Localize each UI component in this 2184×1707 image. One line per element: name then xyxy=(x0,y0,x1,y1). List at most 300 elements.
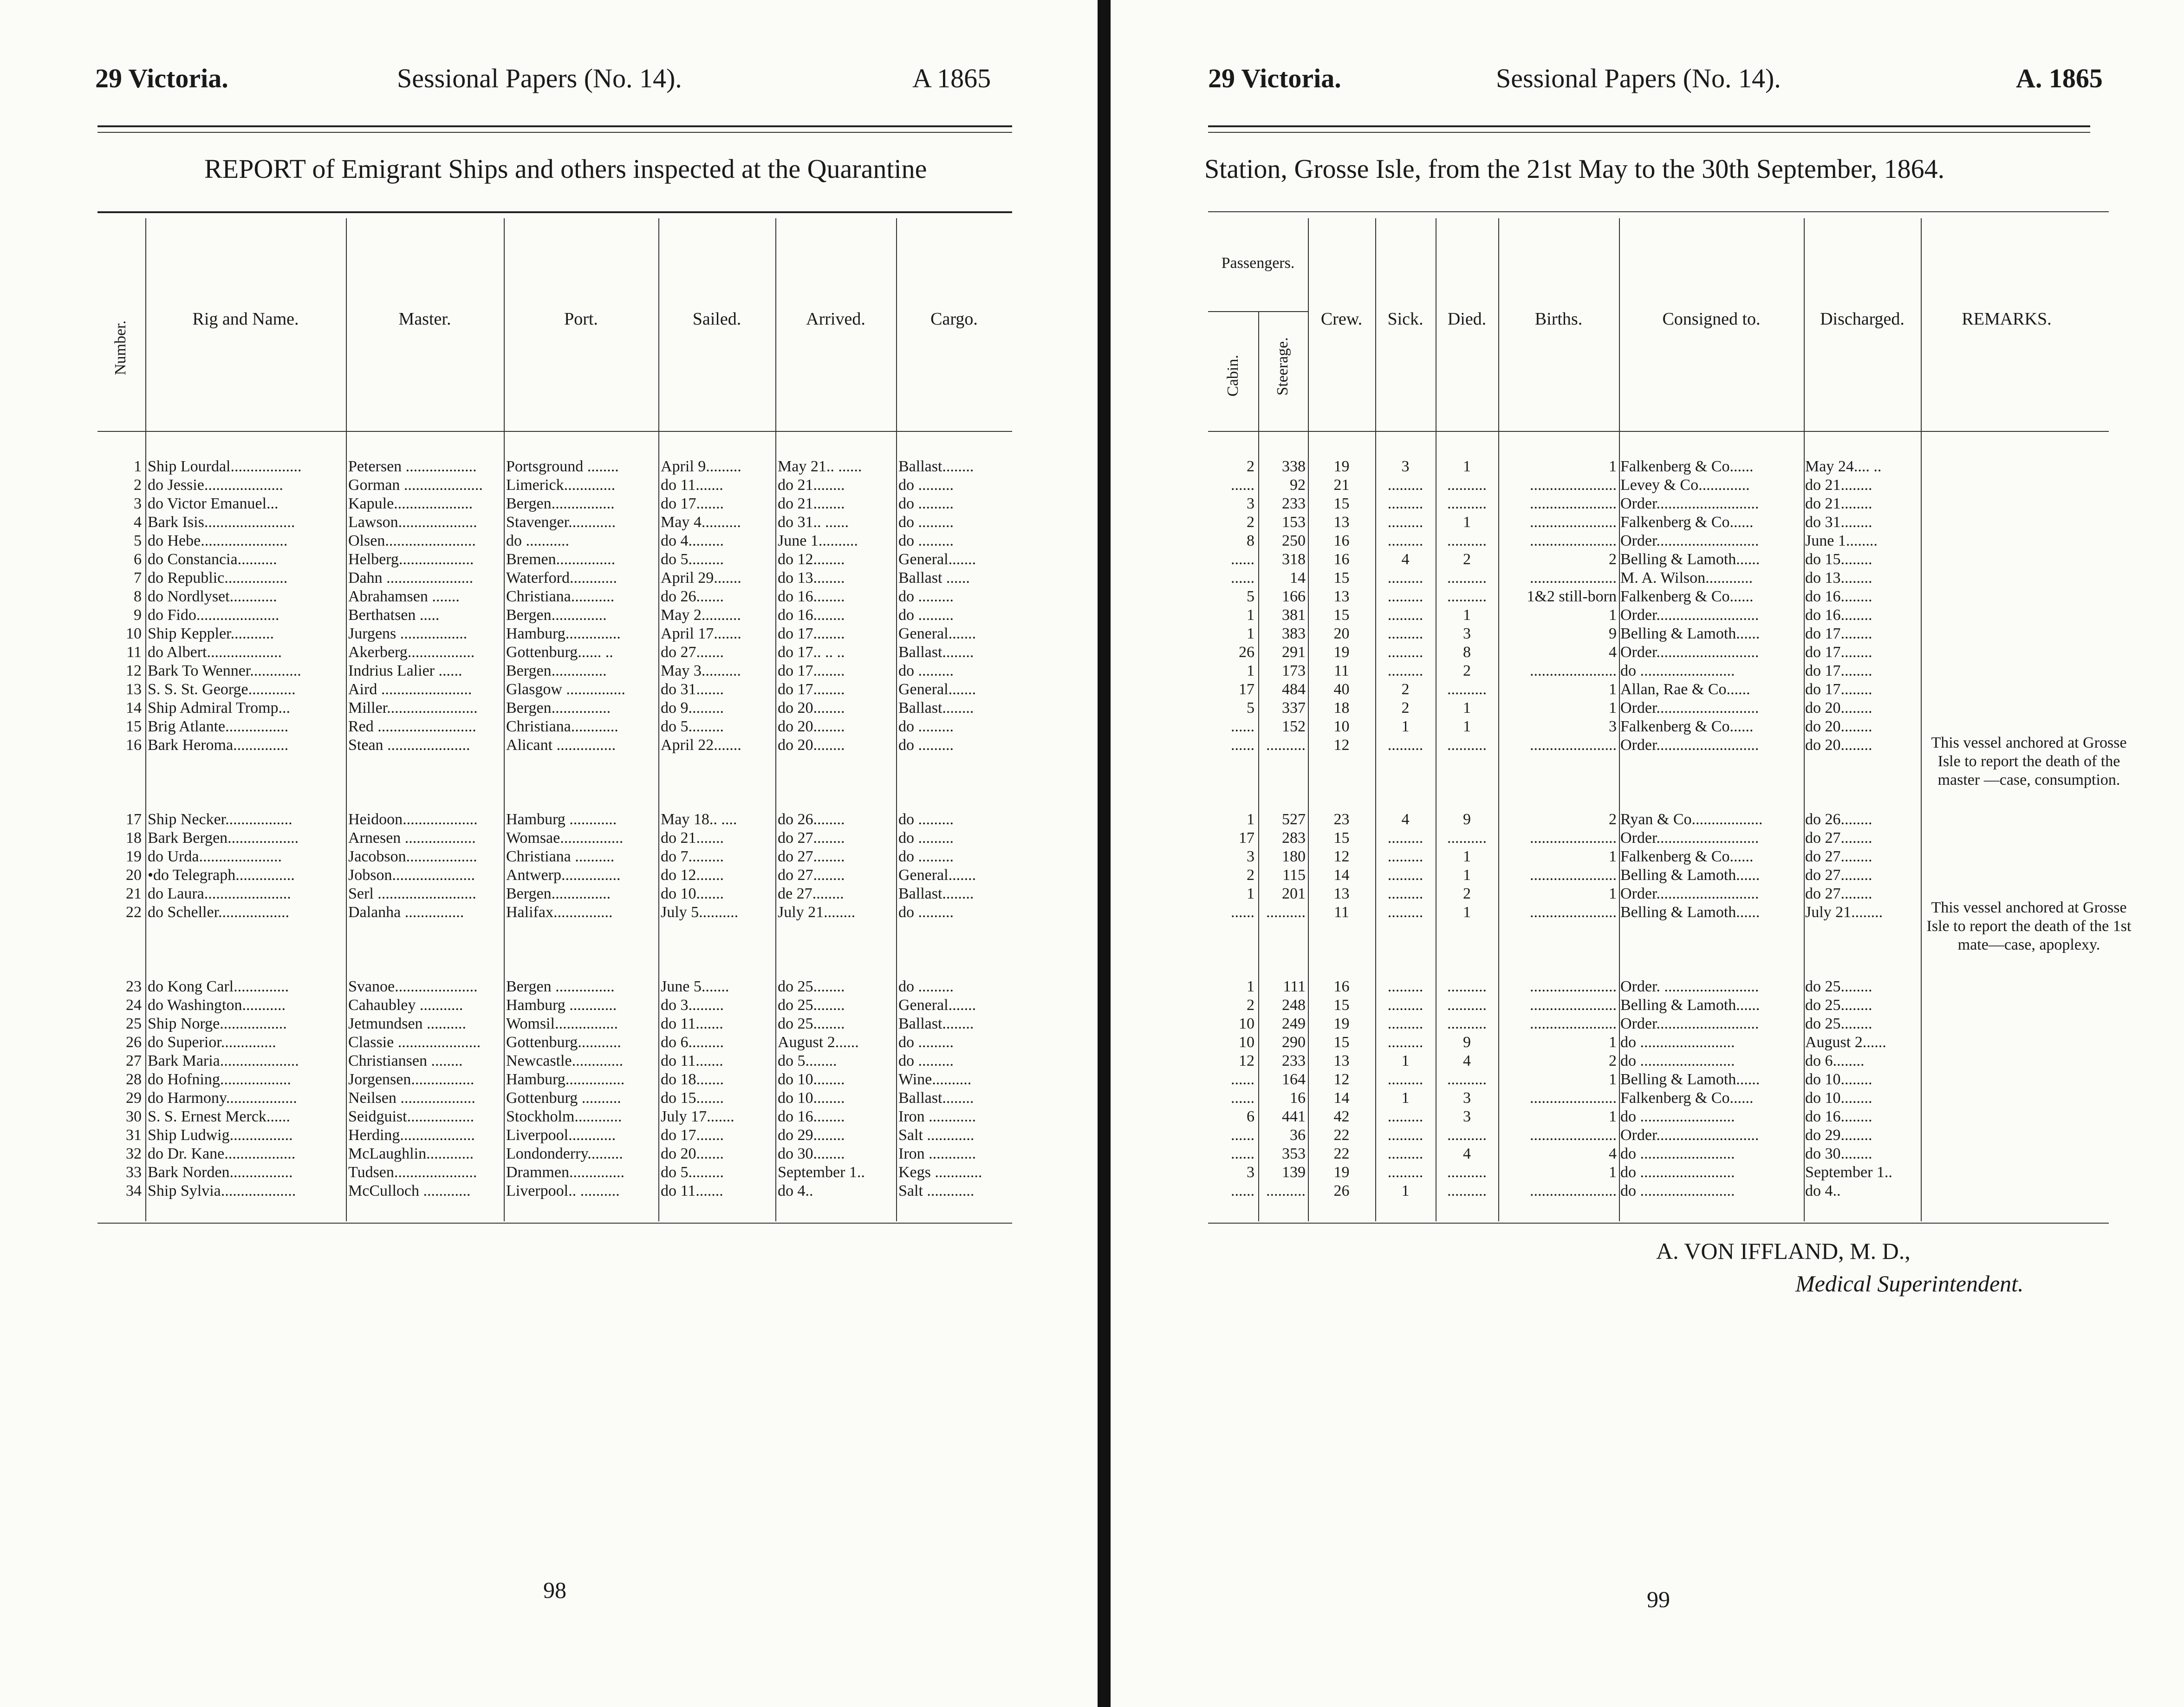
ship-number: 13 xyxy=(126,681,142,698)
table-row xyxy=(0,457,2184,476)
master-name: Petersen .................. xyxy=(348,458,477,475)
left-page-number: 98 xyxy=(543,1577,566,1603)
ship-number: 3 xyxy=(134,495,142,512)
master-name: Indrius Lalier ...... xyxy=(348,662,462,679)
died-count: 4 xyxy=(1463,1145,1471,1162)
port-name: do ........... xyxy=(506,532,569,549)
left-header-session: 29 Victoria. xyxy=(95,63,228,93)
col-header-passengers: Passengers. xyxy=(1221,254,1295,272)
sailed-date: April 17....... xyxy=(661,625,741,642)
port-name: Liverpool.. .......... xyxy=(506,1182,620,1199)
arrived-date: do 16........ xyxy=(778,1108,845,1125)
port-name: Alicant ............... xyxy=(506,736,616,754)
cargo-type: Ballast........ xyxy=(898,458,974,475)
cabin-passengers: 2 xyxy=(1247,997,1254,1014)
col-header-port: Port. xyxy=(564,309,598,329)
cargo-type: Ballast........ xyxy=(898,1089,974,1107)
rig-and-name: Brig Atlante................ xyxy=(148,718,289,735)
table-row xyxy=(0,587,2184,606)
sailed-date: do 9......... xyxy=(661,699,724,717)
discharged-date: May 24.... .. xyxy=(1805,458,1882,475)
died-count: 2 xyxy=(1463,662,1471,679)
discharged-date: do 29........ xyxy=(1805,1127,1872,1144)
discharged-date: do 21........ xyxy=(1805,476,1872,494)
births-count: ...................... xyxy=(1530,569,1617,586)
cargo-type: do ......... xyxy=(898,1034,954,1051)
rig-and-name: do Scheller.................. xyxy=(148,904,290,921)
crew-count: 12 xyxy=(1333,1071,1350,1088)
crew-count: 20 xyxy=(1333,625,1350,642)
sailed-date: do 5......... xyxy=(661,718,724,735)
table-row xyxy=(0,662,2184,680)
births-count: 1 xyxy=(1609,848,1617,865)
discharged-date: do 25........ xyxy=(1805,978,1872,995)
arrived-date: do 21........ xyxy=(778,476,845,494)
steerage-passengers: 527 xyxy=(1282,811,1306,828)
sailed-date: April 29....... xyxy=(661,569,741,586)
col-header-discharged: Discharged. xyxy=(1820,309,1904,329)
births-count: 1&2 still-born xyxy=(1527,588,1617,605)
died-count: 9 xyxy=(1463,1034,1471,1051)
port-name: Hamburg ............ xyxy=(506,997,617,1014)
discharged-date: do 21........ xyxy=(1805,495,1872,512)
steerage-passengers: 291 xyxy=(1282,644,1306,661)
col-header-number: Number. xyxy=(112,320,129,376)
ship-number: 16 xyxy=(126,736,142,754)
sailed-date: do 27....... xyxy=(661,644,724,661)
discharged-date: June 1........ xyxy=(1805,532,1878,549)
ship-number: 18 xyxy=(126,829,142,847)
sick-count: ......... xyxy=(1387,904,1424,921)
steerage-passengers: 201 xyxy=(1282,885,1306,902)
col-header-remarks: REMARKS. xyxy=(1962,309,2052,329)
port-name: Christiana .......... xyxy=(506,848,615,865)
arrived-date: do 26........ xyxy=(778,811,845,828)
steerage-passengers: 14 xyxy=(1290,569,1306,586)
arrived-date: August 2...... xyxy=(778,1034,859,1051)
cabin-passengers: 17 xyxy=(1239,681,1254,698)
cabin-passengers: 2 xyxy=(1247,514,1254,531)
port-name: Halifax............... xyxy=(506,904,613,921)
discharged-date: do 26........ xyxy=(1805,811,1872,828)
cargo-type: do ......... xyxy=(898,1052,954,1069)
sailed-date: do 6......... xyxy=(661,1034,724,1051)
table-row xyxy=(0,625,2184,643)
sick-count: ......... xyxy=(1387,1127,1424,1144)
rig-and-name: Ship Ludwig................ xyxy=(148,1127,293,1144)
steerage-passengers: 111 xyxy=(1283,978,1306,995)
sailed-date: July 17....... xyxy=(661,1108,734,1125)
ship-number: 20 xyxy=(126,867,142,884)
col-header-crew: Crew. xyxy=(1320,309,1363,329)
cargo-type: Kegs ............ xyxy=(898,1164,982,1181)
cabin-passengers: ...... xyxy=(1231,736,1254,754)
cabin-passengers: 2 xyxy=(1247,867,1254,884)
rig-and-name: S. S. Ernest Merck...... xyxy=(148,1108,290,1125)
discharged-date: do 27........ xyxy=(1805,867,1872,884)
rig-and-name: Ship Lourdal.................. xyxy=(148,458,302,475)
consigned-to: Belling & Lamoth...... xyxy=(1620,997,1760,1014)
sailed-date: do 11....... xyxy=(661,1182,723,1199)
cargo-type: Ballast........ xyxy=(898,885,974,902)
sailed-date: do 17....... xyxy=(661,495,724,512)
master-name: Akerberg................. xyxy=(348,644,475,661)
died-count: 1 xyxy=(1463,606,1471,624)
cargo-type: Iron ............ xyxy=(898,1145,976,1162)
steerage-passengers: 338 xyxy=(1282,458,1306,475)
col-header-cargo: Cargo. xyxy=(930,309,978,329)
arrived-date: July 21........ xyxy=(778,904,856,921)
arrived-date: do 12........ xyxy=(778,551,845,568)
births-count: ...................... xyxy=(1530,514,1617,531)
discharged-date: do 27........ xyxy=(1805,848,1872,865)
port-name: Bremen............... xyxy=(506,551,616,568)
consigned-to: Ryan & Co.................. xyxy=(1620,811,1763,828)
crew-count: 12 xyxy=(1333,848,1350,865)
discharged-date: do 10........ xyxy=(1805,1071,1872,1088)
crew-count: 18 xyxy=(1333,699,1350,717)
steerage-passengers: 353 xyxy=(1282,1145,1306,1162)
died-count: .......... xyxy=(1447,829,1487,847)
arrived-date: do 10........ xyxy=(778,1071,845,1088)
cargo-type: do ......... xyxy=(898,811,954,828)
consigned-to: Order.......................... xyxy=(1620,644,1759,661)
sick-count: ......... xyxy=(1387,1164,1424,1181)
discharged-date: do 17........ xyxy=(1805,681,1872,698)
cabin-passengers: 1 xyxy=(1247,662,1254,679)
crew-count: 19 xyxy=(1333,1015,1350,1032)
births-count: ...................... xyxy=(1530,1127,1617,1144)
sick-count: ......... xyxy=(1387,867,1424,884)
cargo-type: General....... xyxy=(898,867,976,884)
arrived-date: do 5........ xyxy=(778,1052,837,1069)
sailed-date: do 15....... xyxy=(661,1089,724,1107)
master-name: Jobson..................... xyxy=(348,867,475,884)
cargo-type: General....... xyxy=(898,625,976,642)
table-row xyxy=(0,476,2184,495)
port-name: Bergen ............... xyxy=(506,978,615,995)
cabin-passengers: 1 xyxy=(1247,606,1254,624)
sailed-date: do 4......... xyxy=(661,532,724,549)
steerage-passengers: 173 xyxy=(1282,662,1306,679)
crew-count: 10 xyxy=(1333,718,1350,735)
table-row xyxy=(0,680,2184,699)
left-header-year: A 1865 xyxy=(912,63,991,93)
births-count: ...................... xyxy=(1530,1182,1617,1199)
ship-number: 12 xyxy=(126,662,142,679)
master-name: Aird ....................... xyxy=(348,681,472,698)
ship-number: 21 xyxy=(126,885,142,902)
port-name: Bergen.............. xyxy=(506,662,607,679)
consigned-to: Order.......................... xyxy=(1620,885,1759,902)
steerage-passengers: .......... xyxy=(1266,736,1306,754)
steerage-passengers: 115 xyxy=(1282,867,1306,884)
crew-count: 15 xyxy=(1333,495,1350,512)
sick-count: 1 xyxy=(1401,1182,1410,1199)
sailed-date: do 11....... xyxy=(661,476,723,494)
discharged-date: do 16........ xyxy=(1805,1108,1872,1125)
ship-number: 1 xyxy=(134,458,142,475)
ship-number: 9 xyxy=(134,606,142,624)
left-report-title: REPORT of Emigrant Ships and others inspected at the Quarantine xyxy=(204,154,927,184)
consigned-to: Order.......................... xyxy=(1620,532,1759,549)
master-name: Heidoon................... xyxy=(348,811,478,828)
rig-and-name: Bark Isis....................... xyxy=(148,514,295,531)
master-name: Berthatsen ..... xyxy=(348,606,440,624)
cargo-type: do ......... xyxy=(898,904,954,921)
sick-count: ......... xyxy=(1387,829,1424,847)
master-name: Serl ......................... xyxy=(348,885,476,902)
ship-number: 33 xyxy=(126,1164,142,1181)
births-count: ...................... xyxy=(1530,867,1617,884)
births-count: 1 xyxy=(1609,606,1617,624)
births-count: ...................... xyxy=(1530,476,1617,494)
sick-count: ......... xyxy=(1387,588,1424,605)
cabin-passengers: 12 xyxy=(1239,1052,1254,1069)
births-count: ...................... xyxy=(1530,978,1617,995)
died-count: .......... xyxy=(1447,495,1487,512)
rig-and-name: do Constancia.......... xyxy=(148,551,277,568)
sailed-date: May 4.......... xyxy=(661,514,741,531)
steerage-passengers: 233 xyxy=(1282,495,1306,512)
crew-count: 19 xyxy=(1333,644,1350,661)
cargo-type: General....... xyxy=(898,997,976,1014)
crew-count: 15 xyxy=(1333,997,1350,1014)
master-name: Gorman .................... xyxy=(348,476,483,494)
discharged-date: July 21........ xyxy=(1805,904,1883,921)
rig-and-name: do Kong Carl.............. xyxy=(148,978,289,995)
col-header-steerage: Steerage. xyxy=(1274,337,1291,396)
sailed-date: do 20....... xyxy=(661,1145,724,1162)
sailed-date: do 26....... xyxy=(661,588,724,605)
consigned-to: Order.......................... xyxy=(1620,1015,1759,1032)
cabin-passengers: ...... xyxy=(1231,1182,1254,1199)
col-header-sailed: Sailed. xyxy=(692,309,741,329)
consigned-to: do ........................ xyxy=(1620,1052,1735,1069)
consigned-to: Falkenberg & Co...... xyxy=(1620,718,1754,735)
births-count: ...................... xyxy=(1530,1015,1617,1032)
died-count: .......... xyxy=(1447,476,1487,494)
cabin-passengers: ...... xyxy=(1231,1145,1254,1162)
births-count: 1 xyxy=(1609,1071,1617,1088)
consigned-to: Belling & Lamoth...... xyxy=(1620,867,1760,884)
port-name: Londonderry......... xyxy=(506,1145,623,1162)
births-count: 1 xyxy=(1609,699,1617,717)
arrived-date: de 27........ xyxy=(778,885,844,902)
steerage-passengers: 318 xyxy=(1282,551,1306,568)
cabin-passengers: 10 xyxy=(1239,1015,1254,1032)
sailed-date: do 12....... xyxy=(661,867,724,884)
port-name: Hamburg............... xyxy=(506,1071,625,1088)
right-header-session: 29 Victoria. xyxy=(1208,63,1341,93)
crew-count: 11 xyxy=(1334,662,1349,679)
died-count: 1 xyxy=(1463,867,1471,884)
port-name: Gottenburg .......... xyxy=(506,1089,621,1107)
rig-and-name: Bark Norden................ xyxy=(148,1164,293,1181)
consigned-to: do ........................ xyxy=(1620,1034,1735,1051)
births-count: 3 xyxy=(1609,718,1617,735)
births-count: 1 xyxy=(1609,885,1617,902)
births-count: ...................... xyxy=(1530,829,1617,847)
sailed-date: do 17....... xyxy=(661,1127,724,1144)
discharged-date: do 27........ xyxy=(1805,885,1872,902)
table-row xyxy=(0,736,2184,755)
cargo-type: do ......... xyxy=(898,736,954,754)
births-count: ...................... xyxy=(1530,736,1617,754)
sailed-date: do 3......... xyxy=(661,997,724,1014)
sailed-date: do 11....... xyxy=(661,1015,723,1032)
left-header-papers: Sessional Papers (No. 14). xyxy=(397,63,682,93)
master-name: Christiansen ........ xyxy=(348,1052,463,1069)
discharged-date: do 20........ xyxy=(1805,718,1872,735)
rig-and-name: S. S. St. George............ xyxy=(148,681,296,698)
births-count: 1 xyxy=(1609,681,1617,698)
cargo-type: General....... xyxy=(898,681,976,698)
steerage-passengers: 283 xyxy=(1282,829,1306,847)
port-name: Womsae................ xyxy=(506,829,624,847)
died-count: 1 xyxy=(1463,514,1471,531)
consigned-to: Allan, Rae & Co...... xyxy=(1620,681,1750,698)
sick-count: 2 xyxy=(1401,699,1410,717)
rig-and-name: do Dr. Kane.................. xyxy=(148,1145,296,1162)
cabin-passengers: ...... xyxy=(1231,904,1254,921)
cargo-type: Ballast ...... xyxy=(898,569,970,586)
died-count: .......... xyxy=(1447,736,1487,754)
cabin-passengers: 5 xyxy=(1247,699,1254,717)
rig-and-name: Ship Norge................. xyxy=(148,1015,287,1032)
arrived-date: do 17........ xyxy=(778,681,845,698)
ship-number: 8 xyxy=(134,588,142,605)
crew-count: 15 xyxy=(1333,1034,1350,1051)
sailed-date: do 5......... xyxy=(661,551,724,568)
port-name: Bergen............... xyxy=(506,699,611,717)
rig-and-name: Ship Necker................. xyxy=(148,811,292,828)
master-name: Neilsen ................... xyxy=(348,1089,475,1107)
col-header-died: Died. xyxy=(1447,309,1487,329)
sick-count: ......... xyxy=(1387,606,1424,624)
steerage-passengers: 381 xyxy=(1282,606,1306,624)
sick-count: ......... xyxy=(1387,644,1424,661)
consigned-to: do ........................ xyxy=(1620,1145,1735,1162)
ship-number: 24 xyxy=(126,997,142,1014)
remark-master-death: This vessel anchored at Grosse Isle to report the death of the master —case, consumption. xyxy=(1931,734,2127,788)
births-count: 1 xyxy=(1609,458,1617,475)
consigned-to: Belling & Lamoth...... xyxy=(1620,551,1760,568)
rig-and-name: do Hofning.................. xyxy=(148,1071,291,1088)
master-name: Seidguist................. xyxy=(348,1108,474,1125)
steerage-passengers: 166 xyxy=(1282,588,1306,605)
discharged-date: do 25........ xyxy=(1805,997,1872,1014)
births-count: 1 xyxy=(1609,1034,1617,1051)
port-name: Newcastle............. xyxy=(506,1052,624,1069)
port-name: Glasgow ............... xyxy=(506,681,625,698)
rig-and-name: Bark To Wenner............. xyxy=(148,662,301,679)
crew-count: 15 xyxy=(1333,569,1350,586)
crew-count: 40 xyxy=(1333,681,1350,698)
sailed-date: do 7......... xyxy=(661,848,724,865)
died-count: 1 xyxy=(1463,699,1471,717)
consigned-to: Falkenberg & Co...... xyxy=(1620,848,1754,865)
rig-and-name: do Laura...................... xyxy=(148,885,291,902)
discharged-date: do 15........ xyxy=(1805,551,1872,568)
steerage-passengers: .......... xyxy=(1266,904,1306,921)
sailed-date: May 18.. .... xyxy=(661,811,737,828)
cargo-type: do ......... xyxy=(898,662,954,679)
table-row xyxy=(0,495,2184,513)
table-row xyxy=(0,569,2184,587)
arrived-date: do 4.. xyxy=(778,1182,813,1199)
cargo-type: Ballast........ xyxy=(898,644,974,661)
births-count: 1 xyxy=(1609,1108,1617,1125)
cargo-type: do ......... xyxy=(898,588,954,605)
ship-number: 14 xyxy=(126,699,142,717)
sick-count: 3 xyxy=(1401,458,1410,475)
col-header-arrived: Arrived. xyxy=(806,309,865,329)
consigned-to: Order.......................... xyxy=(1620,699,1759,717)
port-name: Bergen................ xyxy=(506,495,615,512)
discharged-date: do 27........ xyxy=(1805,829,1872,847)
sailed-date: do 18....... xyxy=(661,1071,724,1088)
sick-count: ......... xyxy=(1387,885,1424,902)
col-header-sick: Sick. xyxy=(1387,309,1424,329)
births-count: ...................... xyxy=(1530,662,1617,679)
crew-count: 16 xyxy=(1333,978,1350,995)
right-header-papers: Sessional Papers (No. 14). xyxy=(1496,63,1781,93)
died-count: .......... xyxy=(1447,1127,1487,1144)
sailed-date: July 5.......... xyxy=(661,904,739,921)
cabin-passengers: ...... xyxy=(1231,1071,1254,1088)
consigned-to: Falkenberg & Co...... xyxy=(1620,1089,1754,1107)
died-count: 1 xyxy=(1463,848,1471,865)
remark-mate-death: This vessel anchored at Grosse Isle to report the death of the 1st mate—case, apoplexy. xyxy=(1926,899,2132,953)
cabin-passengers: 1 xyxy=(1247,625,1254,642)
sick-count: ......... xyxy=(1387,1034,1424,1051)
table-row xyxy=(0,1070,2184,1089)
port-name: Limerick............. xyxy=(506,476,616,494)
steerage-passengers: 36 xyxy=(1290,1127,1306,1144)
died-count: .......... xyxy=(1447,1182,1487,1199)
arrived-date: September 1.. xyxy=(778,1164,865,1181)
signature-title: Medical Superintendent. xyxy=(1795,1270,2024,1297)
consigned-to: do ........................ xyxy=(1620,1164,1735,1181)
crew-count: 13 xyxy=(1333,514,1350,531)
died-count: .......... xyxy=(1447,532,1487,549)
discharged-date: August 2...... xyxy=(1805,1034,1886,1051)
sick-count: 4 xyxy=(1401,551,1410,568)
master-name: Tudsen..................... xyxy=(348,1164,477,1181)
crew-count: 26 xyxy=(1333,1182,1350,1199)
sick-count: ......... xyxy=(1387,736,1424,754)
ship-number: 15 xyxy=(126,718,142,735)
table-row xyxy=(0,606,2184,625)
right-header-year: A. 1865 xyxy=(2016,63,2103,93)
sick-count: ......... xyxy=(1387,1145,1424,1162)
ship-number: 29 xyxy=(126,1089,142,1107)
births-count: ...................... xyxy=(1530,495,1617,512)
ship-number: 32 xyxy=(126,1145,142,1162)
births-count: ...................... xyxy=(1530,904,1617,921)
arrived-date: do 17........ xyxy=(778,625,845,642)
port-name: Bergen............... xyxy=(506,885,611,902)
cargo-type: General....... xyxy=(898,551,976,568)
arrived-date: do 20........ xyxy=(778,736,845,754)
sick-count: ......... xyxy=(1387,476,1424,494)
crew-count: 22 xyxy=(1333,1145,1350,1162)
steerage-passengers: 152 xyxy=(1282,718,1306,735)
ship-number: 31 xyxy=(126,1127,142,1144)
col-header-master: Master. xyxy=(398,309,451,329)
master-name: Lawson.................... xyxy=(348,514,477,531)
